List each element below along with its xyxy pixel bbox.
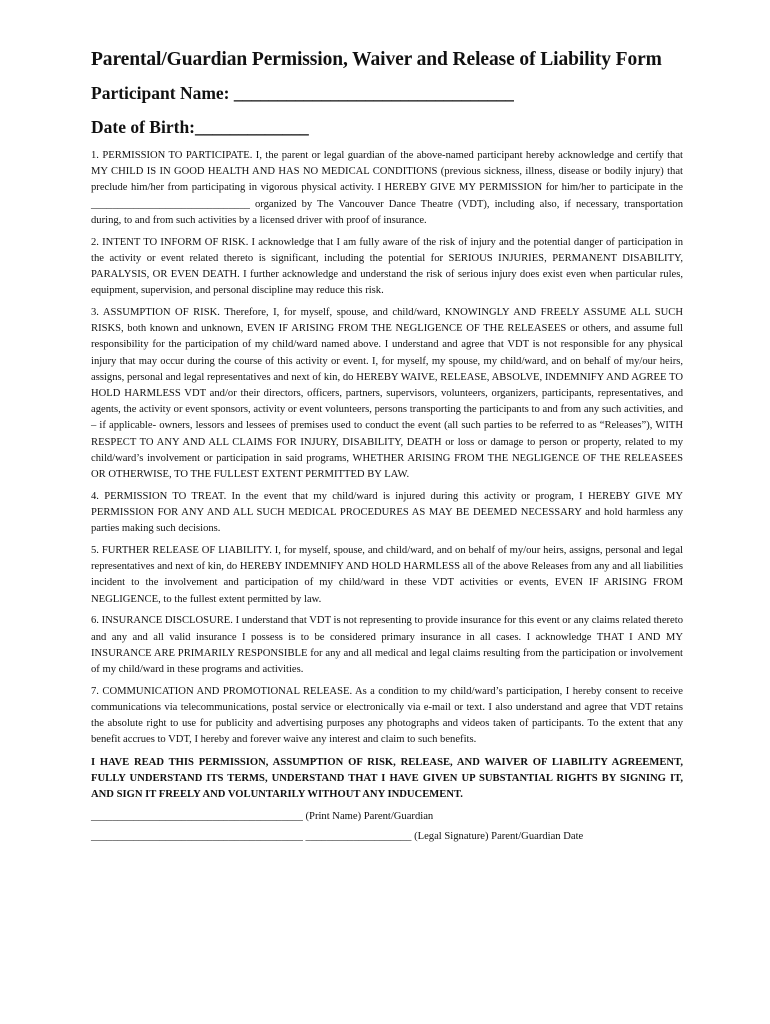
section-further-release: 5. FURTHER RELEASE OF LIABILITY. I, for myself, spouse, and child/ward, and on behalf of my/our heirs, assigns, personal and legal representatives and next of kin, do HEREBY INDEMNIFY AND HOLD HARMLESS all of the above Releases from any and all liabilities incident to the involvement and participation of my child/ward in these VDT activities or events, EVEN IF ARISING FROM NEGLIGENCE, to the fullest extent permitted by law.	[91, 545, 683, 605]
waiver-form	[91, 46, 683, 845]
legal-signature-line[interactable]: ________________________________________ ____________________ (Legal Signature) Parent/Guardian Date	[91, 831, 584, 843]
form-title: Parental/Guardian Permission, Waiver and Release of Liability Form	[91, 49, 662, 70]
date-of-birth-field[interactable]: Date of Birth:_____________	[91, 117, 309, 137]
section-permission-to-treat: 4. PERMISSION TO TREAT. In the event that my child/ward is injured during this activity or program, I HEREBY GIVE MY PERMISSION FOR ANY AND ALL SUCH MEDICAL PROCEDURES AS MAY BE DEEMED NECESSARY and hold harmless any parties making such decisions.	[91, 490, 683, 535]
section-assumption-of-risk: 3. ASSUMPTION OF RISK. Therefore, I, for myself, spouse, and child/ward, KNOWINGLY AND FREELY ASSUME ALL SUCH RISKS, both known and unknown, EVEN IF ARISING FROM THE NEGLIGENCE OF THE RELEASEES or others, and assume full responsibility for the participation of my child/ward named above. I understand and agree that VDT is not responsible for any physical injury that may occur during the course of this activity or event. I, for myself, my spouse, my child/ward, and on behalf of my/our heirs, assigns, personal and legal representatives and next of kin, do HEREBY WAIVE, RELEASE, ABSOLVE, INDEMNIFY AND AGREE TO HOLD HARMLESS VDT and/or their directors, officers, partners, supervisors, volunteers, organizers, participants, representatives, and agents, the activity or event sponsors, activity or event volunteers, persons transporting the participants to and from any such activities, and – if applicable- owners, lessors and lessees of premises used to conduct the event (all such parties to be referred to as “Releases”), WITH RESPECT TO ANY AND ALL CLAIMS FOR INJURY, DISABILITY, DEATH or loss or damage to person or property, related to my child/ward’s involvement or participation in said programs, WHETHER ARISING FROM THE NEGLIGENCE OF THE RELEASEES OR OTHERWISE, TO THE FULLEST EXTENT PERMITTED BY LAW.	[91, 307, 683, 481]
section-permission-to-participate: 1. PERMISSION TO PARTICIPATE. I, the parent or legal guardian of the above-named participant hereby acknowledge and certify that MY CHILD IS IN GOOD HEALTH AND HAS NO MEDICAL CONDITIONS (previous sickness, illness, disease or bodily injury) that preclude him/her from participating in vigorous physical activity. I HEREBY GIVE MY PERMISSION for him/her to participate in the ______________________________ organized by The Vancouver Dance Theatre (VDT), including also, if necessary, transportation during, to and from such activities by a licensed driver with proof of insurance.	[91, 150, 683, 226]
section-intent-to-inform: 2. INTENT TO INFORM OF RISK. I acknowledge that I am fully aware of the risk of injury and the potential danger of participation in the activity or event related thereto is significant, including the potential for SERIOUS INJURIES, PERMANENT DISABILITY, PARALYSIS, OR EVEN DEATH. I further acknowledge and understand the risk of serious injury does exist even when particular rules, equipment, supervision, and personal discipline may reduce this risk.	[91, 236, 683, 297]
closing-statement: I HAVE READ THIS PERMISSION, ASSUMPTION OF RISK, RELEASE, AND WAIVER OF LIABILITY AGREEMENT, FULLY UNDERSTAND ITS TERMS, UNDERSTAND THAT I HAVE GIVEN UP SUBSTANTIAL RIGHTS BY SIGNING IT, AND SIGN IT FREELY AND VOLUNTARILY WITHOUT ANY INDUCEMENT.	[91, 756, 683, 801]
section-insurance-disclosure: 6. INSURANCE DISCLOSURE. I understand that VDT is not representing to provide insurance for this event or any claims related thereto and any and all valid insurance I possess is to be considered primary insurance in all cases. I acknowledge THAT I AND MY INSURANCE ARE PRIMARILY RESPONSIBLE for any and all medical and legal claims resulting from the participation or involvement of my child/ward in these programs and activities.	[91, 615, 683, 676]
section-communication-release: 7. COMMUNICATION AND PROMOTIONAL RELEASE. As a condition to my child/ward’s participation, I hereby consent to receive communications via telecommunications, postal service or electronically via e-mail or text. I also understand and agree that VDT retains the absolute right to use for publicity and advertising purposes any photographs and videos taken of participants. To the extent that any benefit accrues to VDT, I hereby and forever waive any interest and claim to such benefits.	[91, 685, 683, 746]
participant-name-field[interactable]: Participant Name: ________________________________	[91, 83, 514, 103]
print-name-signature-line[interactable]: ________________________________________ (Print Name) Parent/Guardian	[91, 810, 434, 822]
